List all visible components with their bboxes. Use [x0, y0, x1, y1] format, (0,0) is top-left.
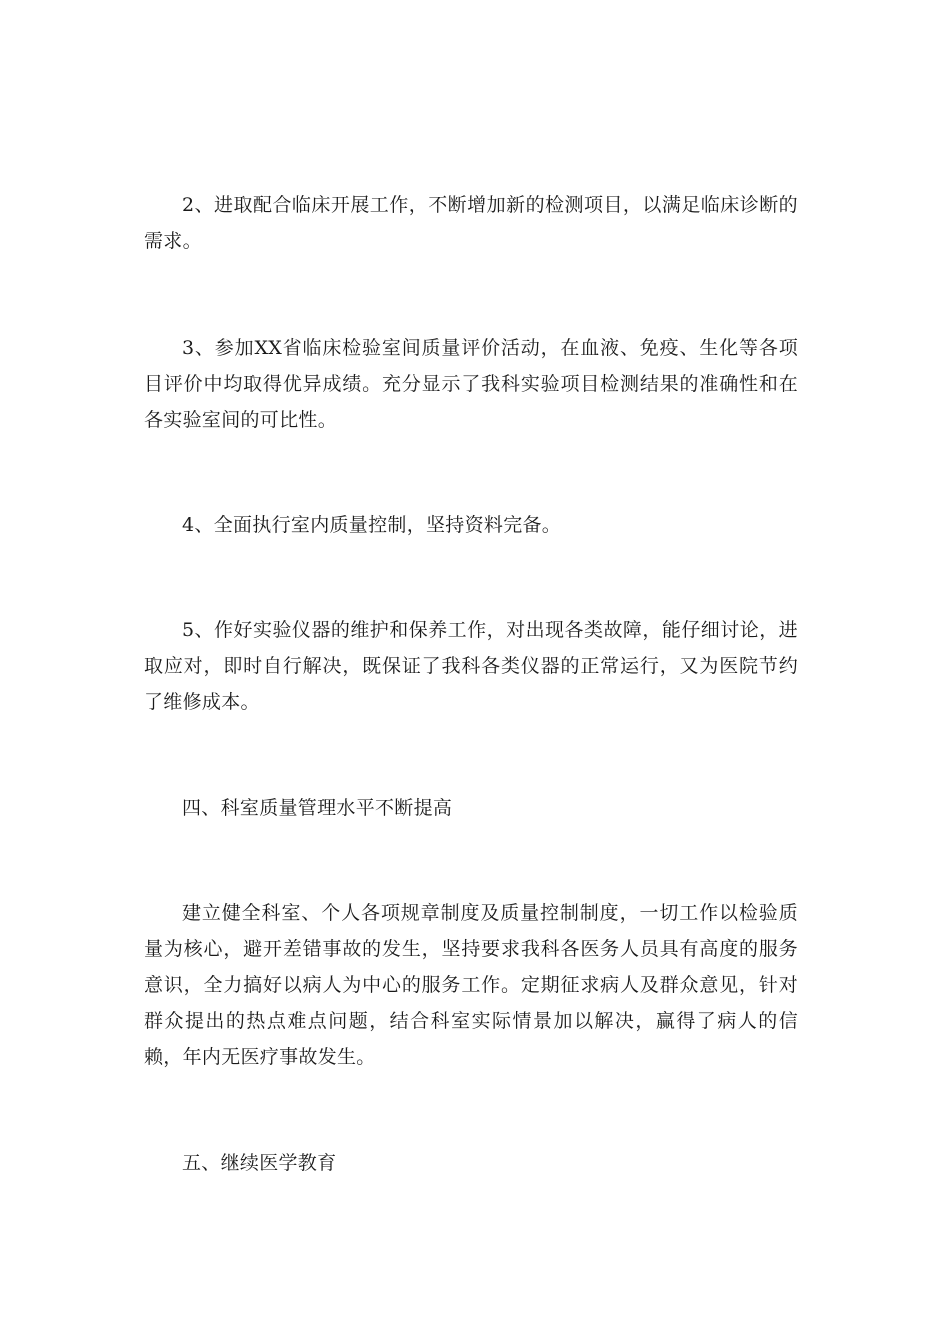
- section-heading-5: 五、继续医学教育: [182, 1152, 337, 1174]
- paragraph-item-2: 2、进取配合临床开展工作，不断增加新的检测项目，以满足临床诊断的需求。: [144, 194, 798, 252]
- section-heading-4: 四、科室质量管理水平不断提高: [182, 797, 453, 819]
- paragraph-quality-management: 建立健全科室、个人各项规章制度及质量控制制度，一切工作以检验质量为核心，避开差错事故的发生，坚持要求我科各医务人员具有高度的服务意识，全力搞好以病人为中心的服务工作。定期征求病人及群众意见，针对群众提出的热点难点问题，结合科室实际情景加以解决，赢得了病人的信赖，年内无医疗事故发生。: [144, 902, 798, 1068]
- paragraph-item-4: 4、全面执行室内质量控制，坚持资料完备。: [182, 514, 562, 536]
- paragraph-item-5: 5、作好实验仪器的维护和保养工作，对出现各类故障，能仔细讨论，进取应对，即时自行解决，既保证了我科各类仪器的正常运行，又为医院节约了维修成本。: [144, 619, 798, 713]
- paragraph-item-3: 3、参加XX省临床检验室间质量评价活动，在血液、免疫、生化等各项目评价中均取得优异成绩。充分显示了我科实验项目检测结果的准确性和在各实验室间的可比性。: [144, 337, 798, 431]
